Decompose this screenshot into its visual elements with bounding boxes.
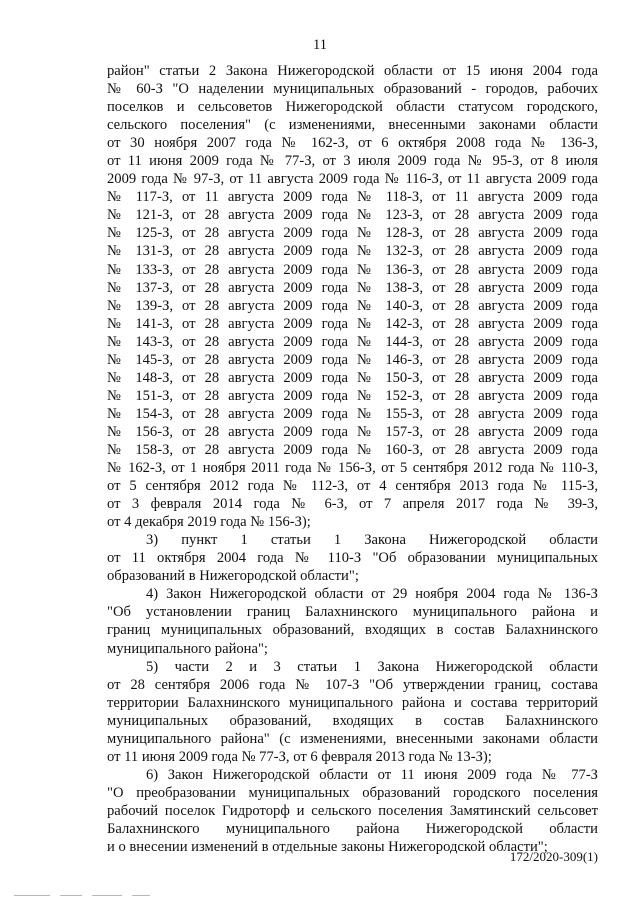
- text-line: муниципального района" (с изменениями, внесенными законами области: [107, 730, 598, 747]
- text-line: № 156-З, от 28 августа 2009 года № 157-З, от 28 августа 2009 года: [107, 423, 598, 440]
- text-line: образований в Нижегородской области";: [107, 568, 359, 585]
- text-line: № 139-З, от 28 августа 2009 года № 140-З, от 28 августа 2009 года: [107, 297, 598, 314]
- text-line: № 117-З, от 11 августа 2009 года № 118-З, от 11 августа 2009 года: [107, 189, 598, 206]
- list-item-line: 3) пункт 1 статьи 1 Закона Нижегородской области: [146, 532, 598, 549]
- text-line: от 11 июня 2009 года № 77-З, от 3 июля 2009 года № 95-З, от 8 июля: [107, 153, 598, 170]
- text-line: № 151-З, от 28 августа 2009 года № 152-З, от 28 августа 2009 года: [107, 387, 598, 404]
- text-line: район" статьи 2 Закона Нижегородской области от 15 июня 2004 года: [107, 63, 598, 79]
- text-line: 2009 года № 97-З, от 11 августа 2009 года № 116-З, от 11 августа 2009 года: [107, 171, 598, 188]
- text-line: от 11 июня 2009 года № 77-З, от 6 февраля 2013 года № 13-З);: [107, 748, 492, 765]
- scan-edge-marks: [0, 893, 260, 899]
- text-line: № 162-З, от 1 ноября 2011 года № 156-З, от 5 сентября 2012 года № 110-З,: [107, 460, 598, 477]
- text-line: № 125-З, от 28 августа 2009 года № 128-З, от 28 августа 2009 года: [107, 225, 598, 242]
- text-line: от 30 ноября 2007 года № 162-З, от 6 октября 2008 года № 136-З,: [107, 135, 598, 152]
- scan-mark: [92, 895, 122, 896]
- text-line: "Об установлении границ Балахнинского муниципального района и: [107, 604, 598, 621]
- text-line: № 148-З, от 28 августа 2009 года № 150-З, от 28 августа 2009 года: [107, 369, 598, 386]
- text-line: от 28 сентября 2006 года № 107-З "Об утверждении границ, состава: [107, 676, 598, 693]
- text-line: границ муниципальных образований, входящих в состав Балахнинского: [107, 622, 598, 639]
- text-line: № 131-З, от 28 августа 2009 года № 132-З, от 28 августа 2009 года: [107, 243, 598, 260]
- list-item-line: 6) Закон Нижегородской области от 11 июня 2009 года № 77-З: [146, 766, 598, 783]
- text-line: № 133-З, от 28 августа 2009 года № 136-З, от 28 августа 2009 года: [107, 261, 598, 278]
- list-item-line: 4) Закон Нижегородской области от 29 ноября 2004 года № 136-З: [146, 586, 598, 603]
- document-body: [107, 62, 598, 856]
- text-line: муниципальных образований, входящих в состав Балахнинского: [107, 712, 598, 729]
- text-line: муниципального района";: [107, 640, 268, 657]
- scan-mark: [14, 895, 50, 896]
- scan-mark: [60, 895, 82, 896]
- text-line: и о внесении изменений в отдельные законы Нижегородской области";: [107, 839, 548, 856]
- text-line: от 3 февраля 2014 года № 6-З, от 7 апреля 2017 года № 39-З,: [107, 496, 598, 513]
- text-line: от 5 сентября 2012 года № 112-З, от 4 сентября 2013 года № 115-З,: [107, 478, 598, 495]
- text-line: № 143-З, от 28 августа 2009 года № 144-З, от 28 августа 2009 года: [107, 333, 598, 350]
- text-line: сельского поселения" (с изменениями, внесенными законами области: [107, 117, 598, 134]
- text-line: № 137-З, от 28 августа 2009 года № 138-З, от 28 августа 2009 года: [107, 279, 598, 296]
- text-line: поселков и сельсоветов Нижегородской области статусом городского,: [107, 99, 598, 116]
- text-line: № 158-З, от 28 августа 2009 года № 160-З, от 28 августа 2009 года: [107, 441, 598, 458]
- text-line: "О преобразовании муниципальных образований городского поселения: [107, 784, 598, 801]
- text-line: № 60-З "О наделении муниципальных образований - городов, рабочих: [107, 81, 598, 98]
- text-line: рабочий поселок Гидроторф и сельского поселения Замятинский сельсовет: [107, 802, 598, 819]
- text-line: № 145-З, от 28 августа 2009 года № 146-З, от 28 августа 2009 года: [107, 351, 598, 368]
- text-line: от 4 декабря 2019 года № 156-З);: [107, 514, 311, 531]
- page-number: 11: [313, 37, 327, 53]
- text-line: территории Балахнинского муниципального района и состава территорий: [107, 694, 598, 711]
- list-item-line: 5) части 2 и 3 статьи 1 Закона Нижегородской области: [146, 658, 598, 675]
- text-line: Балахнинского муниципального района Нижегородской области: [107, 820, 598, 837]
- scan-mark: [132, 895, 150, 896]
- document-code: 172/2020-309(1): [509, 849, 598, 864]
- text-line: № 141-З, от 28 августа 2009 года № 142-З, от 28 августа 2009 года: [107, 315, 598, 332]
- text-line: от 11 октября 2004 года № 110-З "Об образовании муниципальных: [107, 550, 598, 567]
- text-line: № 121-З, от 28 августа 2009 года № 123-З, от 28 августа 2009 года: [107, 207, 598, 224]
- text-line: № 154-З, от 28 августа 2009 года № 155-З, от 28 августа 2009 года: [107, 405, 598, 422]
